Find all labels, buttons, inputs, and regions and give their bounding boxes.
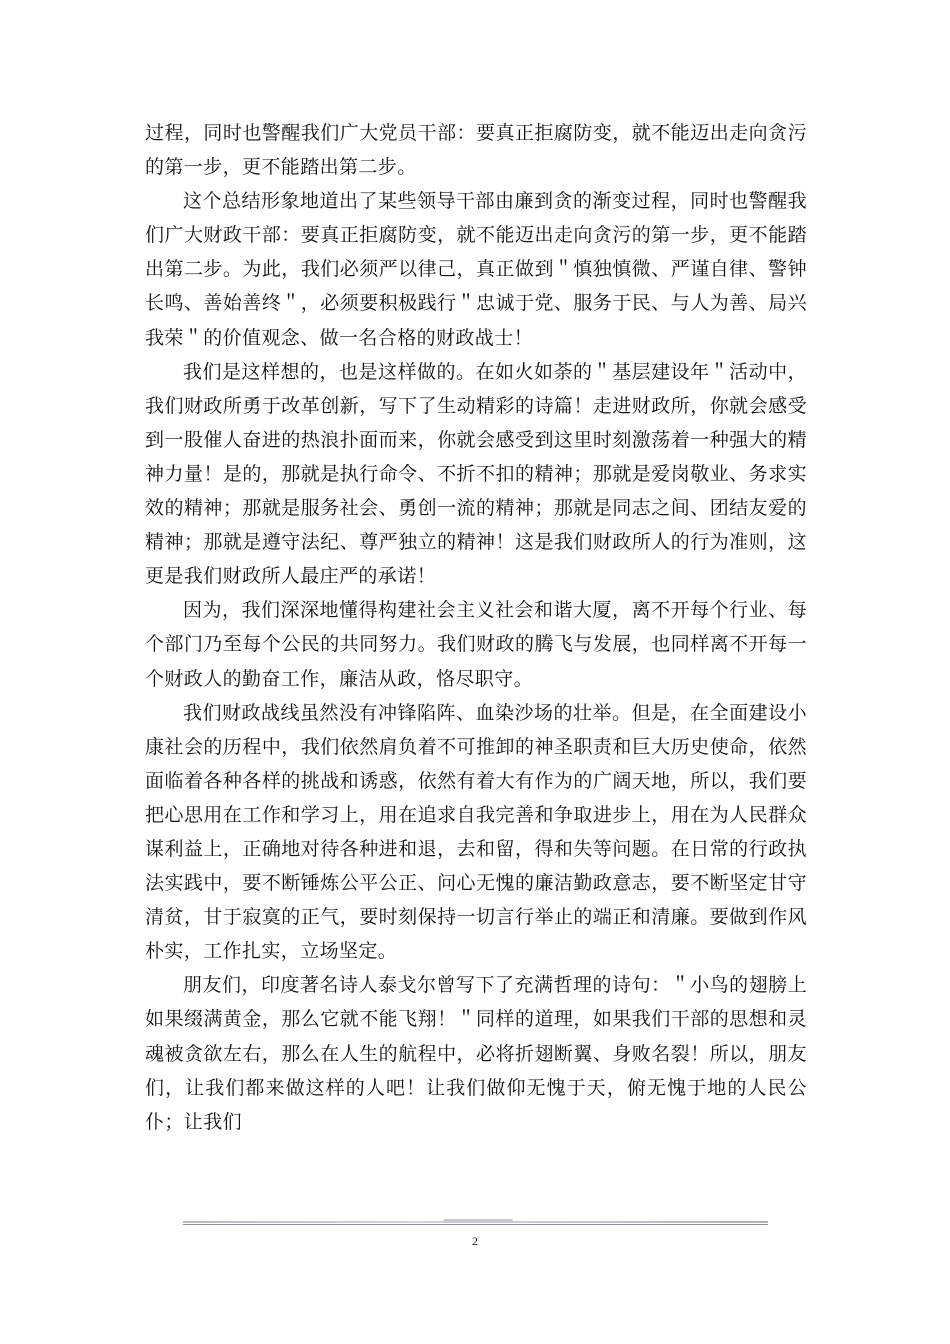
- footer-divider-shade: [443, 1219, 513, 1223]
- paragraph: 朋友们，印度著名诗人泰戈尔曾写下了充满哲理的诗句：＂小鸟的翅膀上如果缀满黄金，那么它就不能飞翔！＂同样的道理，如果我们干部的思想和灵魂被贪欲左右，那么在人生的航程中，必将折翅断翼、身败名裂！所以，朋友们，让我们都来做这样的人吧！让我们做仰无愧于天，俯无愧于地的人民公仆；让我们: [145, 974, 807, 1133]
- document-body: [145, 116, 807, 1139]
- paragraph: 我们是这样想的，也是这样做的。在如火如荼的＂基层建设年＂活动中，我们财政所勇于改革创新，写下了生动精彩的诗篇！走进财政所，你就会感受到一股催人奋进的热浪扑面而来，你就会感受到这里时刻激荡着一种强大的精神力量！是的，那就是执行命令、不折不扣的精神；那就是爱岗敬业、务求实效的精神；那就是服务社会、勇创一流的精神；那就是同志之间、团结友爱的精神；那就是遵守法纪、尊严独立的精神！这是我们财政所人的行为准则，这更是我们财政所人最庄严的承诺！: [145, 360, 807, 588]
- footer-divider-bottom-line: [183, 1224, 768, 1225]
- footer-divider: [183, 1221, 768, 1227]
- page-number: 2: [472, 1234, 478, 1248]
- paragraph: 这个总结形象地道出了某些领导干部由廉到贪的渐变过程，同时也警醒我们广大财政干部：要真正拒腐防变，就不能迈出走向贪污的第一步，更不能踏出第二步。为此，我们必须严以律己，真正做到＂慎独慎微、严谨自律、警钟长鸣、善始善终＂，必须要积极践行＂忠诚于党、服务于民、与人为善、局兴我荣＂的价值观念、做一名合格的财政战士！: [145, 190, 807, 349]
- paragraph-continued: 过程，同时也警醒我们广大党员干部：要真正拒腐防变，就不能迈出走向贪污的第一步，更不能踏出第二步。: [145, 122, 807, 179]
- paragraph: 我们财政战线虽然没有冲锋陷阵、血染沙场的壮举。但是，在全面建设小康社会的历程中，我们依然肩负着不可推卸的神圣职责和巨大历史使命，依然面临着各种各样的挑战和诱惑，依然有着大有作为的广阔天地，所以，我们要把心思用在工作和学习上，用在追求自我完善和争取进步上，用在为人民群众谋利益上，正确地对待各种进和退，去和留，得和失等问题。在日常的行政执法实践中，要不断锤炼公平公正、问心无愧的廉洁勤政意志，要不断坚定甘守清贫，甘于寂寞的正气，要时刻保持一切言行举止的端正和清廉。要做到作风朴实，工作扎实，立场坚定。: [145, 701, 807, 963]
- paragraph: 因为，我们深深地懂得构建社会主义社会和谐大厦，离不开每个行业、每个部门乃至每个公民的共同努力。我们财政的腾飞与发展，也同样离不开每一个财政人的勤奋工作，廉洁从政，恪尽职守。: [145, 599, 807, 690]
